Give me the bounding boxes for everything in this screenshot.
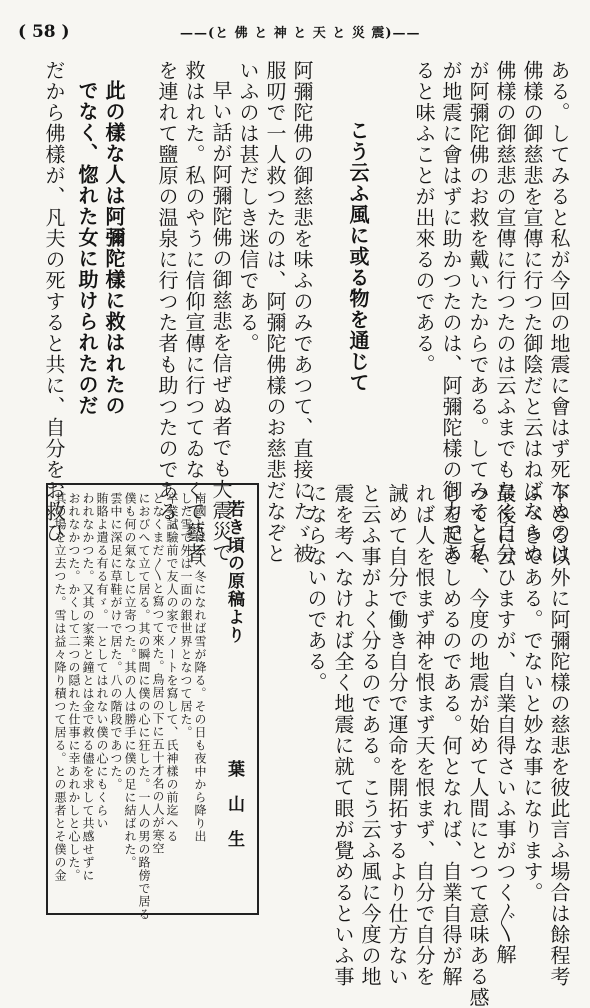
body-column: が地震に會はずに助かつたのは、阿彌陀樣の御力であ xyxy=(439,60,463,564)
body-column: 服叨で一人救つたのは、阿彌陀佛樣のお慈悲だなぞと xyxy=(263,60,287,564)
body-column: 阿彌陀佛の御慈悲を味ふのみであつて、直接にたゞ被 xyxy=(290,60,314,564)
body-column: が阿彌陀佛のお救を戴いたからである。してみると私 xyxy=(466,60,490,564)
body-column: じを起さしめるのである。何となれば、自業自得が解 xyxy=(439,483,463,987)
box-text-column: した雪で外は一面の銀世界となつて居た。 xyxy=(179,492,193,739)
body-column: 最後に云ひますが、自業自得さいふ事がつく〴〵解 xyxy=(493,483,517,965)
box-text-column: におびへて立て居る。其の瞬間に僕の心に狂した。一人の男の路傍で居る xyxy=(137,492,151,921)
body-column: れば人を恨まず神を恨まず天を恨まず、自分で自分を xyxy=(412,483,436,987)
body-column: ると味ふことが出來るのである。 xyxy=(412,60,436,375)
body-column: つてこそ、今度の地震が始めて人間にとつて意味ある感 xyxy=(466,483,490,1008)
body-column: 救はれた。私のやうに信仰宣傳に行つてゐなくて藝者 xyxy=(182,60,206,564)
body-column: と云ふ事がよく分るのである。こう云ふ風に今度の地 xyxy=(358,483,382,987)
body-column: にならないのである。 xyxy=(304,483,328,693)
body-column: 佛樣の御慈悲の宣傳に行つたのは云ふまでもなく自分 xyxy=(493,60,517,564)
body-column: 佛樣の御慈悲を宣傳に行つた御陰だと云はねばならぬ xyxy=(520,60,544,564)
running-title: ——(と 佛 と 神 と 天 と 災 震)—— xyxy=(180,26,421,41)
box-text-column: おれなかつた。かくして二つの隠れた仕事に幸あれかしと心した。 xyxy=(67,492,81,882)
body-column: 下さる以外に阿彌陀樣の慈悲を彼此言ふ場合は餘程考 xyxy=(547,483,571,987)
body-column: 誡めて自分で働き自分で運命を開拓するより仕方ない xyxy=(385,483,409,987)
body-column: ふべきである。でないと妙な事になります。 xyxy=(520,483,544,903)
body-column: ある。してみると私が今回の地震に會はず死なぬのは xyxy=(547,60,571,564)
box-text-column: われなかつた。又其の家業と鐘とは金で救る儘を求して共感せずに xyxy=(81,492,95,882)
emphasis-column: 此の樣な人は阿彌陀樣に救はれたの xyxy=(102,80,126,416)
box-author: 葉山生 xyxy=(224,760,244,865)
body-column: 早い話が阿彌陀佛の御慈悲を信ぜぬ者でも大震災で xyxy=(209,80,233,563)
box-text-column: 雲中に深足に草鞋がけで居た。八の階段であつた。 xyxy=(109,492,123,791)
body-column: を連れて鹽原の温泉に行つた者も助つたのである。 xyxy=(155,60,179,543)
box-text-column: 僕も何の氣なしに立寄つた。其の人は勝手に僕の足に結ばれた。 xyxy=(123,492,137,869)
box-text-column: 南國とは云へ冬になれば雪が降る。その日も夜中から降り出 xyxy=(193,492,207,843)
emphasis-column: でなく、惚れた女に助けられたのだ xyxy=(75,80,99,416)
section-heading: こう云ふ風に或る物を通じて xyxy=(346,120,370,393)
box-text-column: 卒業試驗前で友人の家でノートを寫して、氏神樣の前迄へる xyxy=(165,492,179,843)
body-column: 震を考へなければ全く地震に就て眼が覺めるといふ事 xyxy=(331,483,355,987)
box-text-column: となくまだ〳〵と寫つて來た。鳥居の下に五十才名の人が寒空 xyxy=(151,492,165,855)
body-column: いふのは甚だしき迷信である。 xyxy=(236,60,260,354)
page-number: ( 58 ) xyxy=(18,22,70,42)
box-text-column: 賄賂よ遣る有る有ゞ。一としてはれない僕の心にもくらい xyxy=(95,492,109,830)
body-column: だから佛樣が、凡夫の死すると共に、自分をお救ひ xyxy=(42,60,66,543)
box-title: 若き頃の原稿より xyxy=(224,500,244,644)
box-text-column: 其の場を立去つた。雪は益々降り積つて居る。との悪者とそ僕の金 xyxy=(53,492,67,882)
